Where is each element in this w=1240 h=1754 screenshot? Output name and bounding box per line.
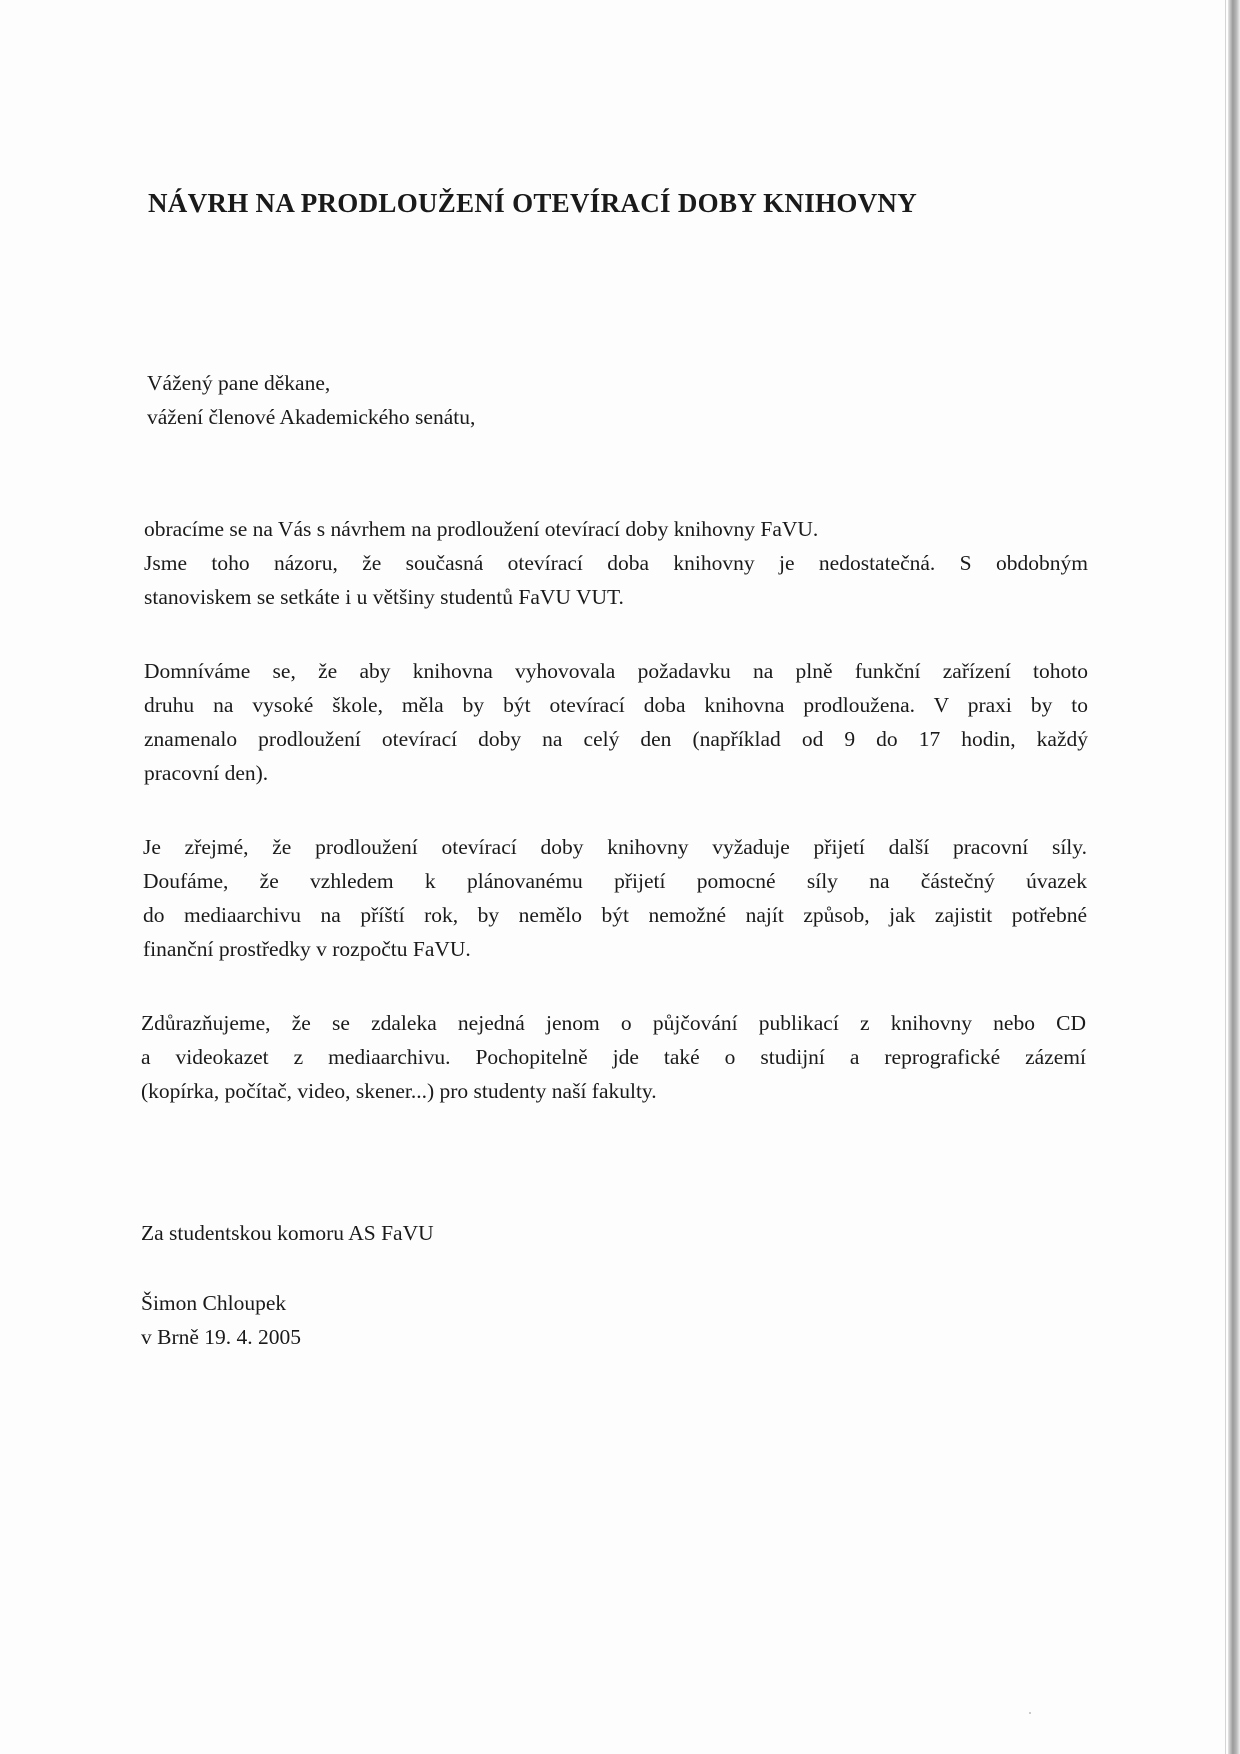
scan-speck — [1029, 1712, 1031, 1714]
paragraph-line: stanoviskem se setkáte i u většiny studentů FaVU VUT. — [144, 585, 624, 609]
page-edge-line — [1225, 0, 1226, 1754]
paragraph-line: do mediaarchivu na příští rok, by nemělo být nemožné najít způsob, jak zajistit potřebné — [143, 903, 1087, 927]
paragraph-line: Zdůrazňujeme, že se zdaleka nejedná jenom o půjčování publikací z knihovny nebo CD — [141, 1011, 1086, 1035]
paragraph-line: druhu na vysoké škole, měla by být otevírací doba knihovna prodloužena. V praxi by to — [144, 693, 1088, 717]
paragraph — [143, 830, 1087, 966]
paragraph-line: a videokazet z mediaarchivu. Pochopitelně jde také o studijní a reprografické zázemí — [141, 1045, 1086, 1069]
place-and-date: v Brně 19. 4. 2005 — [141, 1325, 302, 1349]
paragraph-line: finanční prostředky v rozpočtu FaVU. — [143, 937, 471, 961]
paragraph-line: Domníváme se, že aby knihovna vyhovovala požadavku na plně funkční zařízení tohoto — [144, 659, 1088, 683]
paragraph-line: pracovní den). — [144, 761, 269, 785]
paragraph-line: obracíme se na Vás s návrhem na prodloužení otevírací doby knihovny FaVU. — [144, 517, 819, 541]
signature-block — [141, 1286, 301, 1354]
paragraph-line: Doufáme, že vzhledem k plánovanému přijetí pomocné síly na částečný úvazek — [143, 869, 1087, 893]
paragraph-line: znamenalo prodloužení otevírací doby na celý den (například od 9 do 17 hodin, každý — [144, 727, 1088, 751]
document-title: NÁVRH NA PRODLOUŽENÍ OTEVÍRACÍ DOBY KNIHOVNY — [148, 188, 918, 218]
salutation — [147, 366, 475, 434]
closing — [141, 1216, 434, 1250]
paragraph — [141, 1006, 1086, 1108]
signer-name: Šimon Chloupek — [141, 1291, 287, 1315]
salutation-line: vážení členové Akademického senátu, — [147, 405, 476, 429]
closing-line: Za studentskou komoru AS FaVU — [141, 1221, 434, 1245]
salutation-line: Vážený pane děkane, — [147, 371, 331, 395]
paragraph-line: (kopírka, počítač, video, skener...) pro studenty naší fakulty. — [141, 1079, 657, 1103]
paragraph — [144, 512, 1088, 614]
paragraph-line: Je zřejmé, že prodloužení otevírací doby knihovny vyžaduje přijetí další pracovní síly. — [143, 835, 1087, 859]
paragraph — [144, 654, 1088, 790]
page-edge-shadow — [1228, 0, 1240, 1754]
paragraph-line: Jsme toho názoru, že současná otevírací doba knihovny je nedostatečná. S obdobným — [144, 551, 1088, 575]
